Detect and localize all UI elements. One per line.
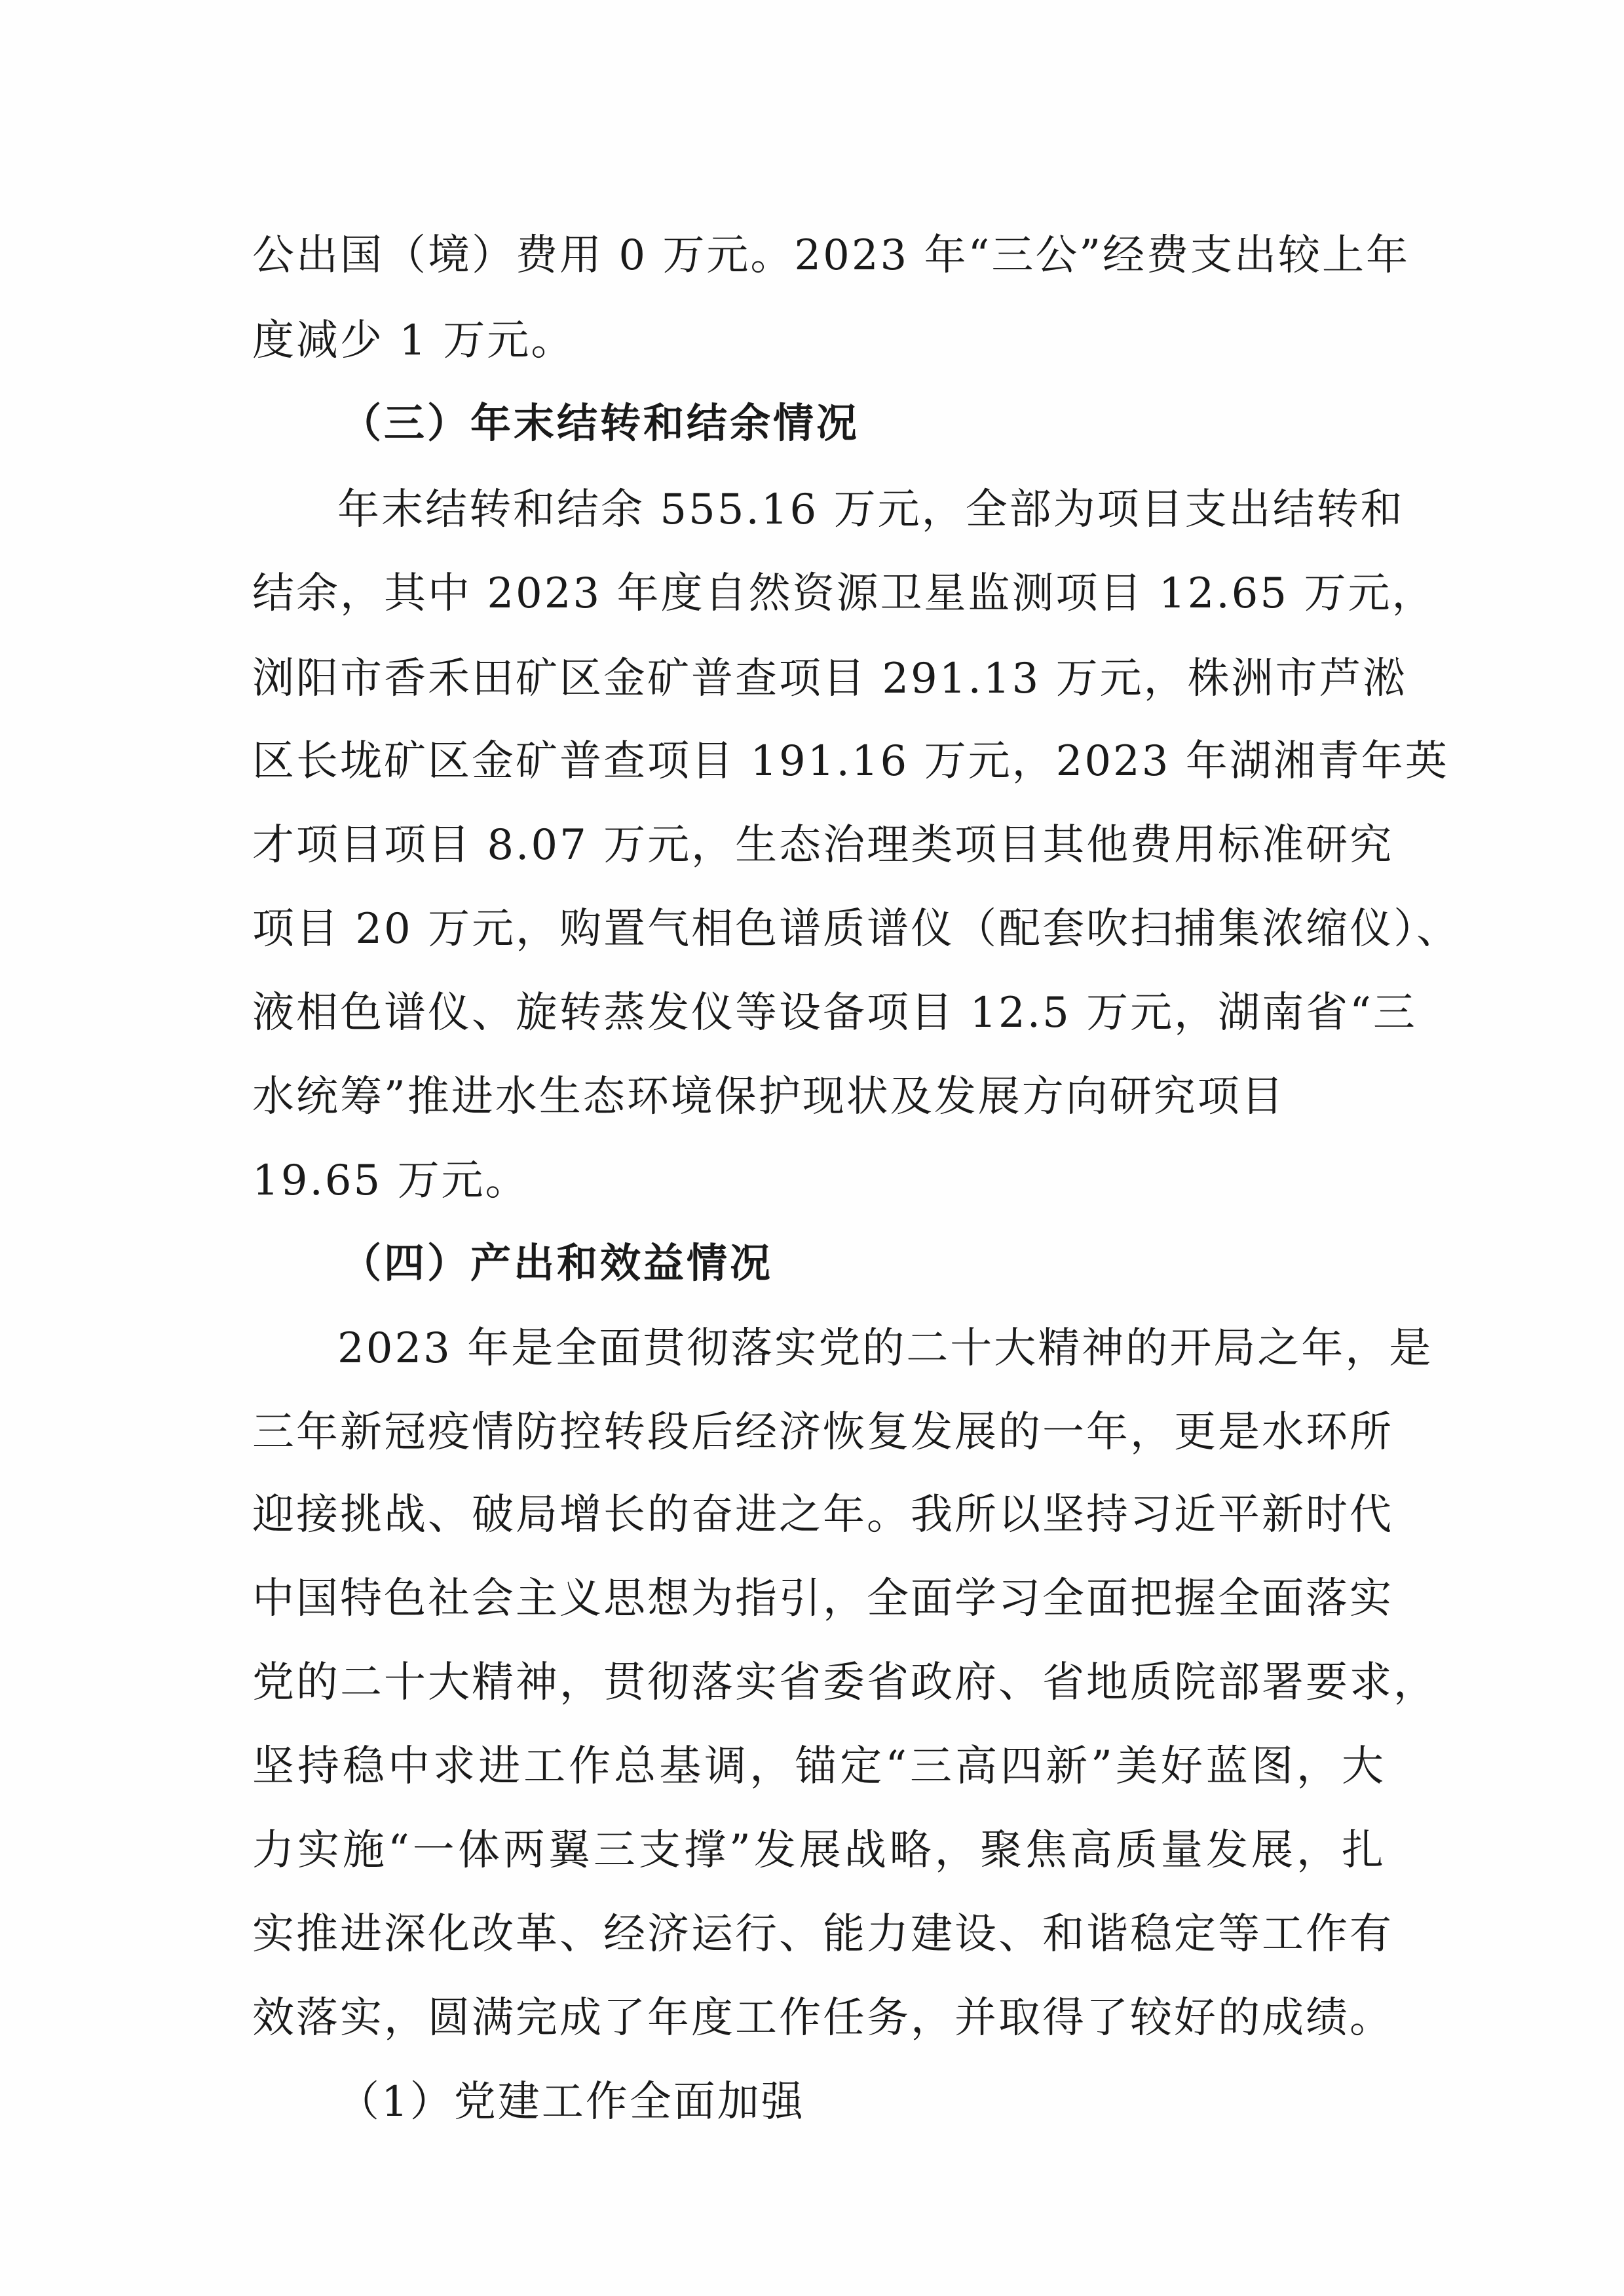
paragraph-line: 党的二十大精神，贯彻落实省委省政府、省地质院部署要求，: [252, 1658, 1437, 1707]
paragraph-line: 力实施“一体两翼三支撑”发展战略，聚焦高质量发展，扎: [252, 1826, 1386, 1875]
paragraph-line: 水统筹”推进水生态环境保护现状及发展方向研究项目: [252, 1073, 1285, 1121]
paragraph-line: 实推进深化改革、经济运行、能力建设、和谐稳定等工作有: [252, 1910, 1393, 1959]
paragraph-line: 结余，其中 2023 年度自然资源卫星监测项目 12.65 万元，: [252, 569, 1436, 618]
paragraph-line: 公出国（境）费用 0 万元。2023 年“三公”经费支出较上年: [252, 231, 1410, 280]
paragraph-line: 2023 年是全面贯彻落实党的二十大精神的开局之年，是: [337, 1324, 1433, 1373]
paragraph-line: 区长垅矿区金矿普查项目 191.16 万元，2023 年湖湘青年英: [252, 737, 1449, 786]
section-heading: （四）产出和效益情况: [341, 1239, 774, 1287]
section-heading: （三）年末结转和结余情况: [341, 399, 860, 447]
paragraph-line: 浏阳市香禾田矿区金矿普查项目 291.13 万元，株洲市芦淞: [252, 655, 1407, 703]
paragraph-line: 才项目项目 8.07 万元，生态治理类项目其他费用标准研究: [252, 821, 1394, 870]
paragraph-line: 年末结转和结余 555.16 万元，全部为项目支出结转和: [337, 486, 1405, 534]
paragraph-line: 坚持稳中求进工作总基调，锚定“三高四新”美好蓝图，大: [252, 1742, 1386, 1791]
subsection-heading: （1）党建工作全面加强: [337, 2078, 805, 2126]
paragraph-line: 度减少 1 万元。: [252, 316, 575, 365]
paragraph-line: 项目 20 万元，购置气相色谱质谱仪（配套吹扫捕集浓缩仪）、: [252, 905, 1461, 953]
paragraph-line: 迎接挑战、破局增长的奋进之年。我所以坚持习近平新时代: [252, 1491, 1393, 1539]
paragraph-line: 三年新冠疫情防控转段后经济恢复发展的一年，更是水环所: [252, 1408, 1393, 1457]
paragraph-line: 液相色谱仪、旋转蒸发仪等设备项目 12.5 万元，湖南省“三: [252, 989, 1417, 1037]
paragraph-line: 19.65 万元。: [252, 1157, 529, 1205]
paragraph-line: 效落实，圆满完成了年度工作任务，并取得了较好的成绩。: [252, 1994, 1393, 2042]
paragraph-line: 中国特色社会主义思想为指引，全面学习全面把握全面落实: [252, 1575, 1393, 1623]
